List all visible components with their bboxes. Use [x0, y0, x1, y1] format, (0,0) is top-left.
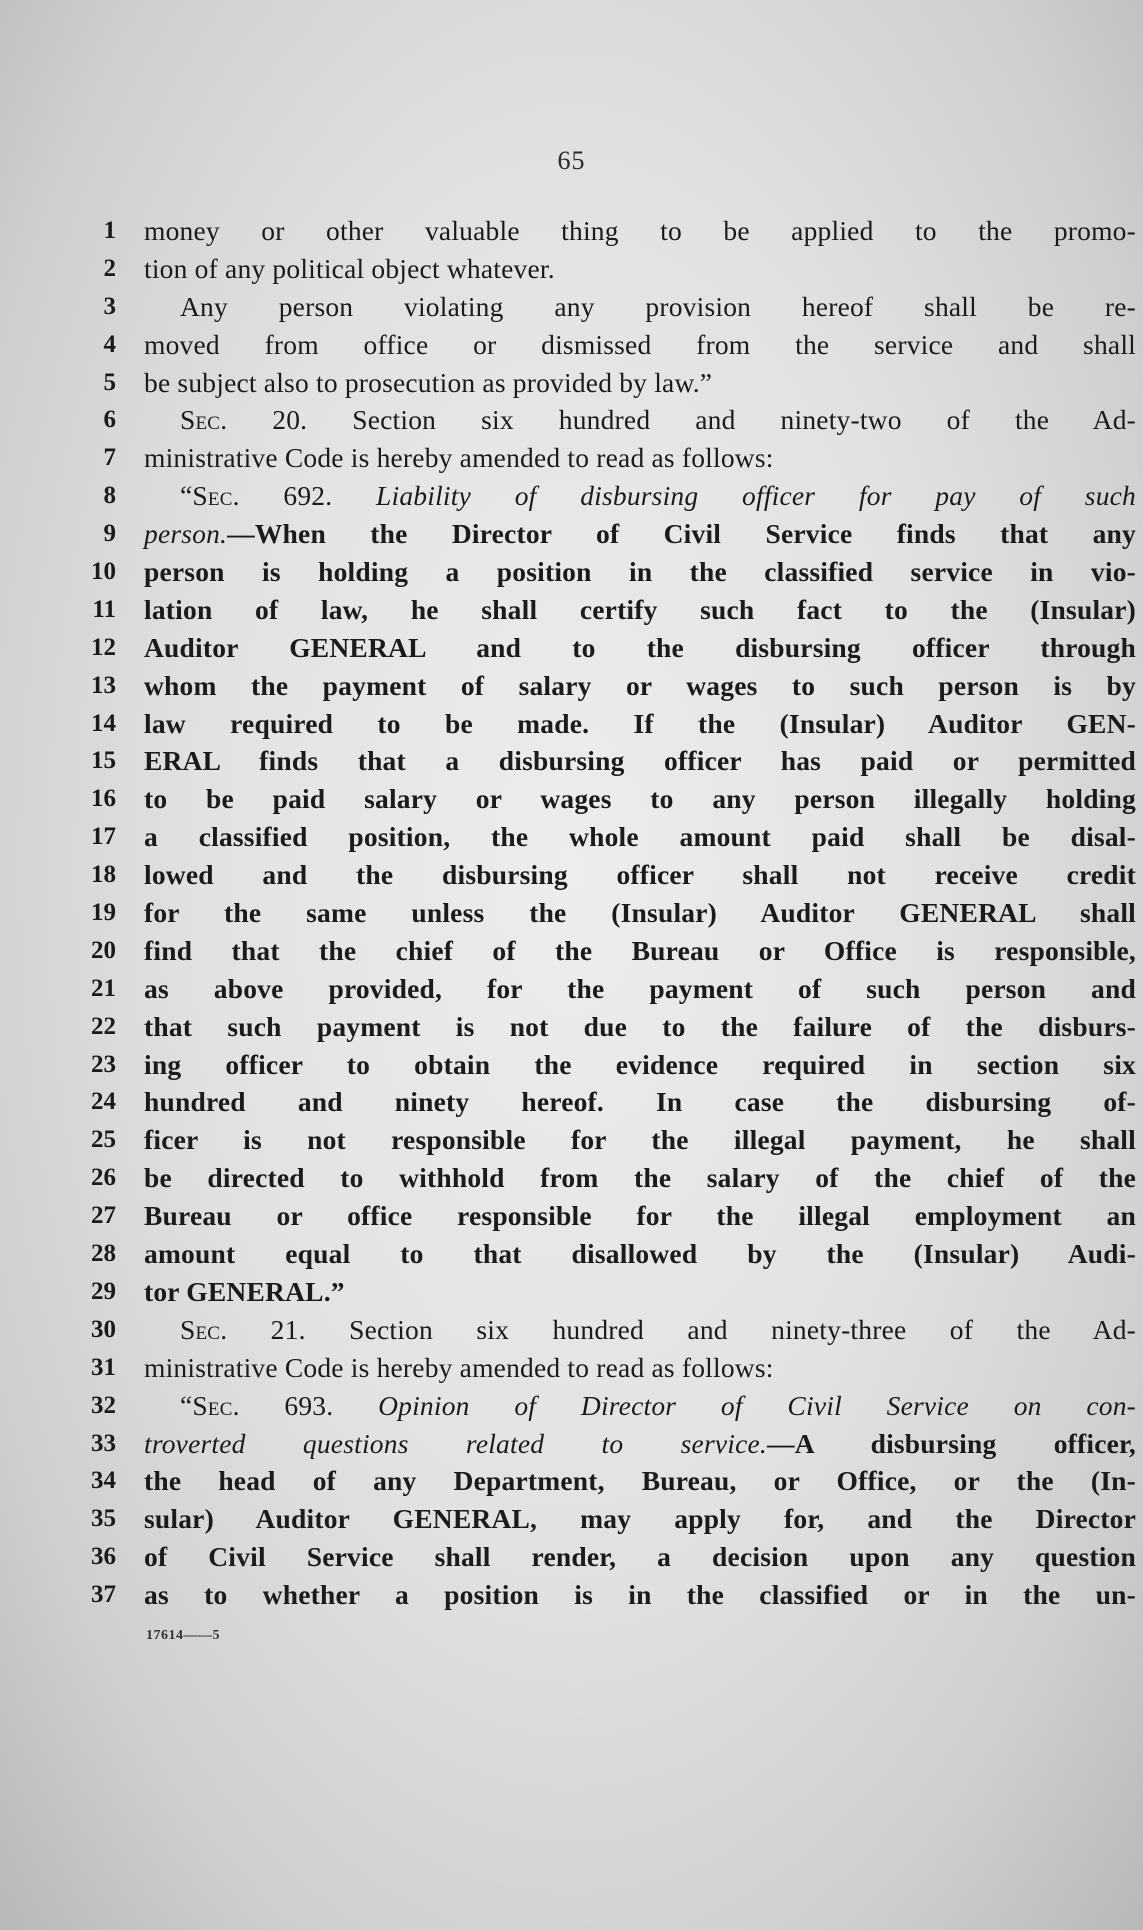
- text-line: [72, 667, 1136, 705]
- line-number: 13: [91, 671, 116, 699]
- text-line: [72, 1235, 1136, 1273]
- text-run: be subject also to prosecution as provided by law.”: [144, 366, 713, 398]
- printer-code: 17614——5: [146, 1628, 220, 1643]
- text-run: Sec: [192, 480, 233, 512]
- text-line: [72, 1197, 1136, 1235]
- line-text: [144, 1197, 1136, 1235]
- line-text: [144, 780, 1136, 818]
- line-number: 24: [91, 1088, 116, 1116]
- line-number: 16: [91, 785, 116, 813]
- line-number: 36: [91, 1543, 116, 1571]
- line-number: 34: [91, 1467, 116, 1495]
- line-number: 29: [91, 1277, 116, 1305]
- text-line: [72, 856, 1136, 894]
- text-line: [72, 288, 1136, 326]
- line-number: 3: [103, 292, 116, 320]
- text-run: tion of any political object whatever.: [144, 252, 555, 284]
- line-number: 19: [91, 899, 116, 927]
- text-line: [72, 818, 1136, 856]
- text-run: “: [180, 480, 193, 512]
- line-number: 25: [91, 1126, 116, 1154]
- text-line: [72, 1349, 1068, 1387]
- text-run: troverted questions related to service.: [144, 1427, 767, 1459]
- line-text: [144, 970, 1136, 1008]
- text-run: whom the payment of salary or wages to such person is by: [144, 669, 1136, 701]
- text-line: [72, 250, 1068, 288]
- line-number: 11: [92, 595, 116, 623]
- text-run: sular) Auditor GENERAL, may apply for, and the Director: [144, 1503, 1136, 1535]
- line-number: 17: [91, 823, 116, 851]
- text-run: amount equal to that disallowed by the (Insular) Audi-: [144, 1238, 1136, 1270]
- text-run: Sec: [180, 404, 221, 436]
- text-line: [72, 364, 1068, 402]
- line-text: [144, 705, 1136, 743]
- line-text: [144, 818, 1136, 856]
- line-text: [144, 1159, 1136, 1197]
- line-text: [144, 250, 1136, 288]
- text-run: person is holding a position in the classified service in vio-: [144, 556, 1136, 588]
- line-number: 9: [103, 520, 116, 548]
- line-text: [144, 856, 1136, 894]
- text-line: [72, 1462, 1136, 1500]
- line-number: 26: [91, 1164, 116, 1192]
- line-text: [144, 553, 1136, 591]
- text-line: [72, 1008, 1136, 1046]
- line-text: [144, 1008, 1136, 1046]
- text-run: ministrative Code is hereby amended to read as follows:: [144, 1351, 774, 1383]
- line-text: [144, 515, 1136, 553]
- line-number: 21: [91, 974, 116, 1002]
- text-run: Bureau or office responsible for the illegal employment an: [144, 1200, 1136, 1232]
- text-run: of Civil Service shall render, a decision upon any question: [144, 1541, 1136, 1573]
- text-run: money or other valuable thing to be applied to the promo-: [144, 215, 1136, 246]
- text-line: [72, 1121, 1136, 1159]
- text-run: “: [180, 1389, 193, 1421]
- line-number: 5: [103, 368, 116, 396]
- text-run: be directed to withhold from the salary of the chief of the: [144, 1162, 1136, 1194]
- text-run: find that the chief of the Bureau or Office is responsible,: [144, 934, 1136, 966]
- text-line: [72, 1311, 1136, 1349]
- text-run: Liability of disbursing officer for pay of such: [376, 480, 1136, 512]
- text-line: [72, 629, 1136, 667]
- line-number: 31: [91, 1353, 116, 1381]
- line-number: 18: [91, 861, 116, 889]
- text-run: Sec: [192, 1389, 233, 1421]
- text-line: [72, 212, 1136, 250]
- text-run: Any person violating any provision hereof shall be re-: [180, 290, 1136, 322]
- line-text: [144, 1046, 1136, 1084]
- line-text: [144, 1538, 1136, 1576]
- line-text: [144, 1235, 1136, 1273]
- line-number: 4: [103, 330, 116, 358]
- line-number: 27: [91, 1202, 116, 1230]
- text-line: [72, 515, 1136, 553]
- text-run: moved from office or dismissed from the service and shall: [144, 328, 1136, 360]
- line-text: [144, 1083, 1136, 1121]
- text-run: . 693.: [232, 1389, 379, 1421]
- line-number: 10: [91, 558, 116, 586]
- text-run: to be paid salary or wages to any person illegally holding: [144, 783, 1136, 815]
- text-line: [72, 970, 1136, 1008]
- line-text: [144, 1273, 1136, 1311]
- text-line: [72, 1046, 1136, 1084]
- text-line: [72, 1425, 1136, 1463]
- text-line: [72, 742, 1136, 780]
- text-run: Sec: [180, 1313, 221, 1345]
- text-line: [72, 553, 1136, 591]
- line-number: 1: [103, 217, 116, 244]
- text-run: Opinion of Director of Civil Service on con-: [378, 1389, 1137, 1421]
- line-text: [180, 288, 1136, 326]
- text-run: ficer is not responsible for the illegal payment, he shall: [144, 1124, 1136, 1156]
- line-number: 7: [103, 444, 116, 472]
- text-run: as to whether a position is in the classified or in the un-: [144, 1579, 1136, 1611]
- text-run: . 21. Section six hundred and ninety-three of the Ad-: [220, 1313, 1136, 1345]
- text-line: [72, 1538, 1136, 1576]
- line-number: 28: [91, 1240, 116, 1268]
- text-body: [72, 212, 1137, 1614]
- line-text: [144, 1121, 1136, 1159]
- line-text: [180, 1311, 1136, 1349]
- line-text: [144, 212, 1136, 250]
- text-line: [72, 1083, 1136, 1121]
- line-number: 12: [91, 633, 116, 661]
- text-run: for the same unless the (Insular) Auditor GENERAL shall: [144, 897, 1136, 929]
- line-number: 33: [91, 1429, 116, 1457]
- text-run: . 692.: [232, 480, 376, 512]
- text-run: a classified position, the whole amount paid shall be disal-: [144, 821, 1136, 853]
- text-run: tor GENERAL.”: [144, 1275, 345, 1307]
- text-line: [72, 326, 1136, 364]
- text-run: Auditor GENERAL and to the disbursing officer through: [144, 631, 1136, 663]
- line-text: [144, 1500, 1136, 1538]
- text-line: [72, 477, 1136, 515]
- text-line: [72, 591, 1136, 629]
- line-text: [144, 326, 1136, 364]
- line-number: 15: [91, 747, 116, 775]
- text-line: [72, 401, 1136, 439]
- line-text: [144, 591, 1136, 629]
- text-run: lowed and the disbursing officer shall not receive credit: [144, 859, 1136, 891]
- line-number: 32: [91, 1391, 116, 1419]
- text-run: law required to be made. If the (Insular) Auditor GEN-: [144, 707, 1136, 739]
- text-line: [72, 1273, 1068, 1311]
- text-line: [72, 894, 1136, 932]
- text-run: hundred and ninety hereof. In case the disbursing of-: [144, 1086, 1136, 1118]
- text-line: [72, 1500, 1136, 1538]
- line-text: [144, 932, 1136, 970]
- text-run: as above provided, for the payment of such person and: [144, 972, 1136, 1004]
- line-number: 30: [91, 1315, 116, 1343]
- line-text: [180, 477, 1136, 515]
- line-text: [180, 401, 1136, 439]
- line-number: 14: [91, 709, 116, 737]
- text-run: person.: [144, 518, 228, 550]
- line-text: [144, 1462, 1136, 1500]
- page-number: 65: [557, 146, 586, 175]
- text-run: . 20. Section six hundred and ninety-two of the Ad-: [220, 404, 1136, 436]
- line-text: [144, 1576, 1136, 1614]
- text-line: [72, 780, 1136, 818]
- line-text: [144, 1349, 1136, 1387]
- line-text: [144, 1425, 1136, 1463]
- text-run: lation of law, he shall certify such fact to the (Insular): [144, 593, 1136, 625]
- line-number: 23: [91, 1050, 116, 1078]
- text-run: that such payment is not due to the failure of the disburs-: [144, 1010, 1136, 1042]
- text-line: [72, 1576, 1136, 1614]
- text-line: [72, 1387, 1137, 1425]
- line-text: [144, 742, 1136, 780]
- line-number: 20: [91, 936, 116, 964]
- line-text: [144, 894, 1136, 932]
- line-text: [144, 364, 1136, 402]
- text-line: [72, 1159, 1136, 1197]
- line-number: 2: [103, 254, 116, 282]
- line-number: 22: [91, 1012, 116, 1040]
- text-line: [72, 705, 1136, 743]
- text-line: [72, 932, 1136, 970]
- line-text: [144, 667, 1136, 705]
- line-number: 35: [91, 1505, 116, 1533]
- text-line: [72, 439, 1068, 477]
- text-run: ing officer to obtain the evidence required in section six: [144, 1048, 1136, 1080]
- line-text: [180, 1387, 1136, 1425]
- line-text: [144, 439, 1136, 477]
- text-run: ministrative Code is hereby amended to read as follows:: [144, 442, 774, 474]
- line-text: [144, 629, 1136, 667]
- line-number: 6: [103, 406, 116, 434]
- text-run: ERAL finds that a disbursing officer has paid or permitted: [144, 745, 1136, 777]
- line-number: 37: [91, 1581, 116, 1609]
- text-run: —When the Director of Civil Service finds that any: [227, 518, 1136, 550]
- text-run: the head of any Department, Bureau, or Office, or the (In-: [144, 1465, 1136, 1497]
- text-run: —A disbursing officer,: [767, 1427, 1136, 1459]
- line-number: 8: [103, 482, 116, 510]
